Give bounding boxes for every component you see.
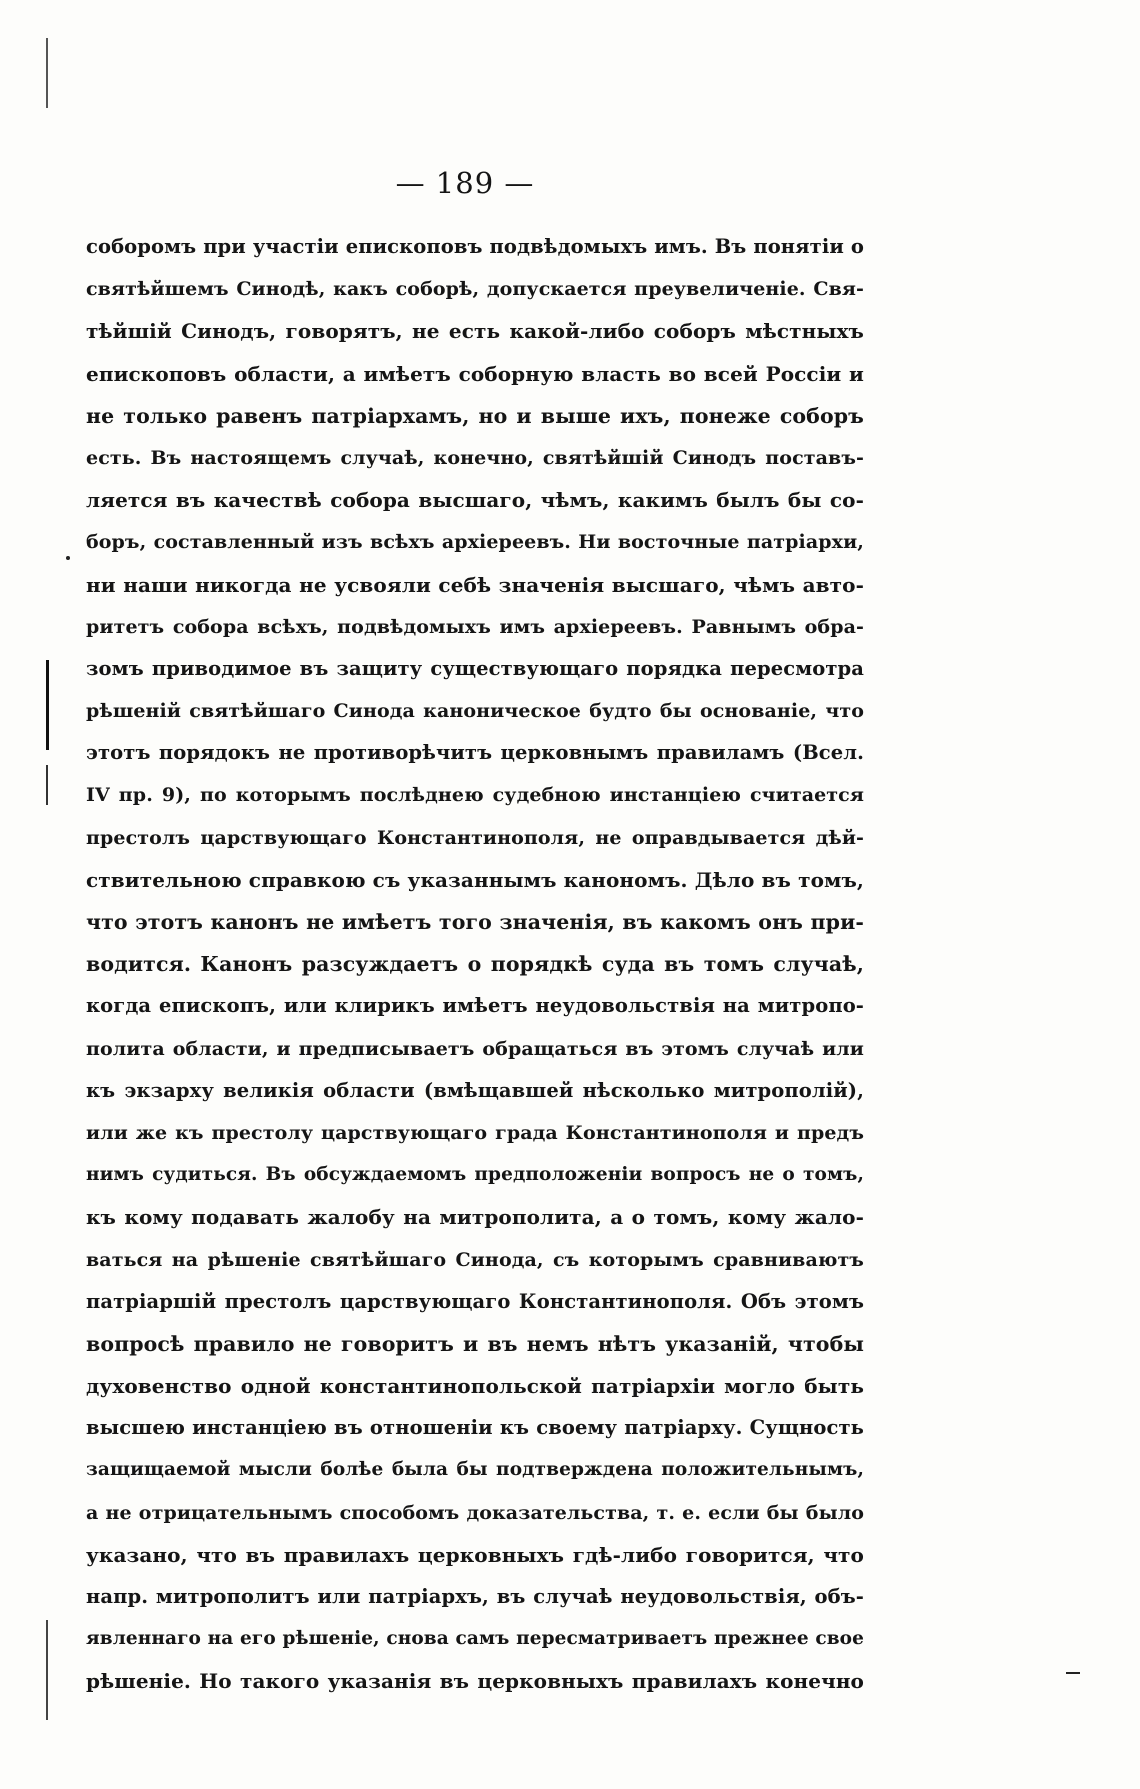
scan-speck <box>66 556 70 560</box>
text-line: есть. Въ настоящемъ случаѣ, конечно, святѣйшій Синодъ поставъ- <box>86 446 864 469</box>
text-line: патріаршій престолъ царствующаго Константинополя. Объ этомъ <box>86 1289 864 1313</box>
body-text <box>86 226 864 1703</box>
text-line: явленнаго на его рѣшеніе, снова самъ пересматриваетъ прежнее свое <box>86 1628 864 1650</box>
scan-edge-mark <box>46 660 49 750</box>
text-line: не только равенъ патріархамъ, но и выше ихъ, понеже соборъ <box>86 403 864 428</box>
text-line: высшею инстанціею въ отношеніи къ своему патріарху. Сущность <box>86 1416 864 1440</box>
text-line: что этотъ канонъ не имѣетъ того значенія, въ какомъ онъ при- <box>86 910 864 934</box>
text-line: духовенство одной константинопольской патріархіи могло быть <box>86 1374 864 1399</box>
text-line: тѣйшій Синодъ, говорятъ, не есть какой-либо соборъ мѣстныхъ <box>86 319 864 344</box>
text-line: указано, что въ правилахъ церковныхъ гдѣ-либо говорится, что <box>86 1542 864 1567</box>
text-line: этотъ порядокъ не противорѣчитъ церковнымъ правиламъ (Всел. <box>86 741 864 765</box>
text-line: рѣшеній святѣйшаго Синода каноническое будто бы основаніе, что <box>86 700 864 723</box>
text-line: ни наши никогда не усвояли себѣ значенія высшаго, чѣмъ авто- <box>86 572 864 597</box>
text-line: боръ, составленный изъ всѣхъ архіереевъ. Ни восточные патріархи, <box>86 531 864 554</box>
text-line: зомъ приводимое въ защиту существующаго порядка пересмотра <box>86 656 864 680</box>
text-line: ритетъ собора всѣхъ, подвѣдомыхъ имъ архіереевъ. Равнымъ обра- <box>86 615 864 638</box>
page-number: — 189 — <box>395 166 535 200</box>
text-line: епископовъ области, а имѣетъ соборную власть во всей Россіи и <box>86 361 864 386</box>
text-line: ляется въ качествѣ собора высшаго, чѣмъ, какимъ былъ бы со- <box>86 488 864 513</box>
text-line: когда епископъ, или клирикъ имѣетъ неудовольствія на митропо- <box>86 994 864 1018</box>
text-line: вопросѣ правило не говоритъ и въ немъ нѣтъ указаній, чтобы <box>86 1331 864 1356</box>
scan-edge-mark <box>46 1620 48 1720</box>
text-line: ваться на рѣшеніе святѣйшаго Синода, съ которымъ сравниваютъ <box>86 1248 864 1271</box>
text-line: полита области, и предписываетъ обращаться въ этомъ случаѣ или <box>86 1037 864 1060</box>
text-line: ствительною справкою съ указаннымъ канономъ. Дѣло въ томъ, <box>86 867 864 892</box>
text-line: IV пр. 9), по которымъ послѣднею судебною инстанціею считается <box>86 784 864 807</box>
text-line: водится. Канонъ разсуждаетъ о порядкѣ суда въ томъ случаѣ, <box>86 952 864 977</box>
text-line: рѣшеніе. Но такого указанія въ церковныхъ правилахъ конечно <box>86 1669 864 1694</box>
scan-edge-mark <box>46 765 48 805</box>
text-line: или же къ престолу царствующаго града Константинополя и предъ <box>86 1121 864 1144</box>
text-line: къ кому подавать жалобу на митрополита, а о томъ, кому жало- <box>86 1205 864 1230</box>
text-line: престолъ царствующаго Константинополя, не оправдывается дѣй- <box>86 826 864 849</box>
text-line: къ экзарху великія области (вмѣщавшей нѣсколько митрополій), <box>86 1078 864 1102</box>
text-line: святѣйшемъ Синодѣ, какъ соборѣ, допускается преувеличеніе. Свя- <box>86 278 864 301</box>
text-line: а не отрицательнымъ способомъ доказательства, т. е. если бы было <box>86 1501 864 1524</box>
text-line: защищаемой мысли болѣе была бы подтверждена положительнымъ, <box>86 1459 864 1481</box>
scan-edge-mark <box>46 38 48 108</box>
text-line: соборомъ при участіи епископовъ подвѣдомыхъ имъ. Въ понятіи о <box>86 235 864 258</box>
text-line: напр. митрополитъ или патріархъ, въ случаѣ неудовольствія, объ- <box>86 1585 864 1608</box>
scan-speck <box>1066 1672 1080 1674</box>
text-line: нимъ судиться. Въ обсуждаемомъ предположеніи вопросъ не о томъ, <box>86 1164 864 1186</box>
